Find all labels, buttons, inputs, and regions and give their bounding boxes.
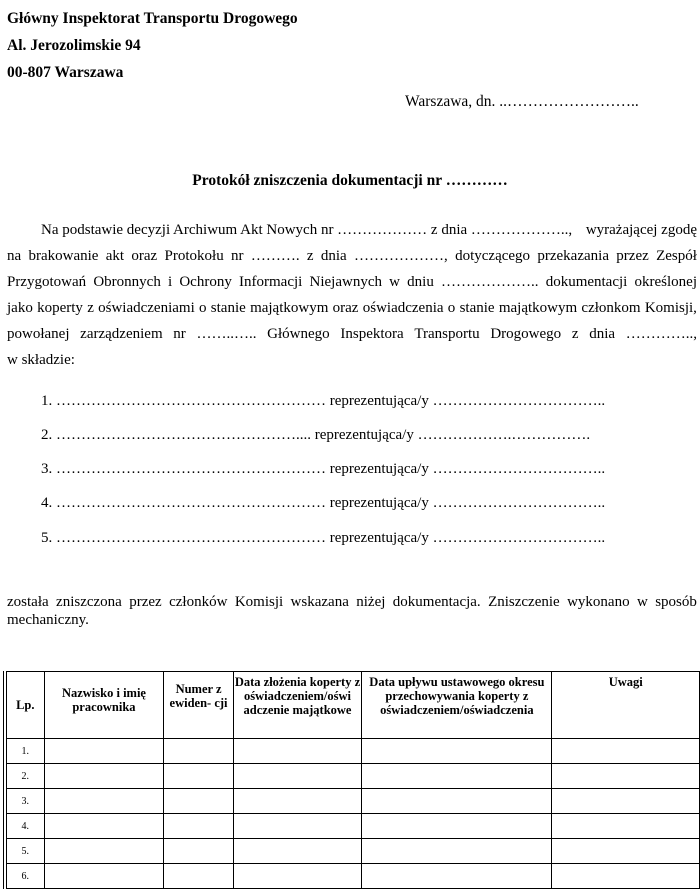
table-left-edge <box>3 671 4 889</box>
table-cell <box>552 814 700 839</box>
member-line-5: 5. ……………………………………………… reprezentująca/y …………………………….. <box>41 530 606 546</box>
word: Drogowego <box>490 326 562 342</box>
table-cell <box>233 739 362 764</box>
word: o <box>447 300 456 316</box>
table-cell <box>552 739 700 764</box>
word: przez <box>129 594 162 610</box>
word: z <box>87 300 94 316</box>
word: Transportu <box>414 326 480 342</box>
body-line-6: w składzie: <box>7 352 75 368</box>
table-cell <box>362 739 552 764</box>
table-cell <box>233 764 362 789</box>
row-number: 4. <box>7 814 45 839</box>
word: członków <box>169 594 228 610</box>
table-row <box>7 789 700 814</box>
table-cell <box>44 839 164 864</box>
word: stanie <box>459 300 495 316</box>
member-line-1: 1. ……………………………………………… reprezentująca/y …………………………….. <box>41 393 606 409</box>
word: koperty <box>37 300 83 316</box>
header-lp: Lp. <box>7 672 45 739</box>
word: została <box>7 594 49 610</box>
table-cell <box>552 839 700 864</box>
table-cell <box>44 864 164 889</box>
table-cell <box>362 814 552 839</box>
word: członkom <box>581 300 641 316</box>
word: w <box>636 594 648 610</box>
destruction-line-1 <box>7 594 697 611</box>
word: ………. <box>250 248 300 264</box>
word: przez <box>616 248 649 264</box>
table-cell <box>233 789 362 814</box>
institution-street: Al. Jerozolimskie 94 <box>7 37 141 54</box>
word: oświadczenia <box>362 300 444 316</box>
word: Informacji <box>239 274 303 290</box>
table-cell <box>164 764 233 789</box>
word: oświadczeniami <box>98 300 195 316</box>
word: Przygotowań <box>7 274 87 290</box>
word: dnia <box>320 248 347 264</box>
table-cell <box>233 839 362 864</box>
institution-name: Główny Inspektorat Transportu Drogowego <box>7 10 298 27</box>
table-cell <box>233 864 362 889</box>
word: dokumentacji <box>545 274 628 290</box>
word: przekazania <box>537 248 609 264</box>
word: stanie <box>210 300 246 316</box>
table-cell <box>44 739 164 764</box>
table-cell <box>552 764 700 789</box>
member-line-2: 2. ………………………………………….... reprezentująca/y ……………….……………. <box>41 427 591 443</box>
table-cell <box>362 764 552 789</box>
word: wskazana <box>290 594 349 610</box>
table-cell <box>44 814 164 839</box>
row-number: 3. <box>7 789 45 814</box>
word: ………….., <box>625 326 697 342</box>
destruction-line-2: mechaniczny. <box>7 612 89 628</box>
word: określonej <box>634 274 697 290</box>
table-cell <box>164 789 233 814</box>
word: akt <box>105 248 125 264</box>
documents-table <box>6 671 700 889</box>
word: Obronnych <box>93 274 161 290</box>
header-name: Nazwisko i imię pracownika <box>44 672 164 739</box>
word: o <box>199 300 207 316</box>
word: z <box>306 248 314 264</box>
word: wykonano <box>567 594 630 610</box>
word: zarządzeniem <box>80 326 163 342</box>
word: Niejawnych <box>309 274 382 290</box>
word: brakowanie <box>28 248 99 264</box>
word: Komisji, <box>644 300 697 316</box>
table-cell <box>164 839 233 864</box>
table-cell <box>362 864 552 889</box>
body-line-1-text: Na podstawie decyzji Archiwum Akt Nowych nr ……………… z dnia ……………….., <box>41 222 573 238</box>
body-line-1 <box>41 222 697 239</box>
header-notes: Uwagi <box>552 672 700 739</box>
word: nr <box>231 248 244 264</box>
word: w <box>389 274 400 290</box>
word: z <box>571 326 579 342</box>
table-cell <box>164 814 233 839</box>
body-line-1-end: wyrażającej zgodę <box>585 222 697 238</box>
word: ……..….. <box>196 326 257 342</box>
word: Protokołu <box>164 248 224 264</box>
word: dokumentacja. <box>392 594 481 610</box>
body-line-3 <box>7 274 697 291</box>
word: niżej <box>356 594 386 610</box>
table-cell <box>362 789 552 814</box>
word: Zniszczenie <box>488 594 560 610</box>
word: Ochrony <box>179 274 232 290</box>
institution-postcode-city: 00-807 Warszawa <box>7 64 124 81</box>
word: Głównego <box>267 326 330 342</box>
table-body <box>7 739 700 889</box>
word: nr <box>173 326 186 342</box>
row-number: 1. <box>7 739 45 764</box>
table-cell <box>164 739 233 764</box>
table-cell <box>44 764 164 789</box>
word: ………………, <box>354 248 448 264</box>
word: Inspektora <box>340 326 404 342</box>
row-number: 6. <box>7 864 45 889</box>
table-row <box>7 739 700 764</box>
word: Komisji <box>234 594 284 610</box>
member-line-3: 3. ……………………………………………… reprezentująca/y …………………………….. <box>41 461 606 477</box>
place-and-date: Warszawa, dn. ..…………………….. <box>405 93 639 110</box>
word: oraz <box>332 300 359 316</box>
header-number: Numer z ewiden- cji <box>164 672 233 739</box>
table-row <box>7 864 700 889</box>
body-line-2 <box>7 248 697 265</box>
word: dniu <box>407 274 434 290</box>
document-title: Protokół zniszczenia dokumentacji nr ………… <box>192 172 508 189</box>
table-cell <box>552 789 700 814</box>
table-cell <box>362 839 552 864</box>
word: Zespół <box>656 248 697 264</box>
word: jako <box>7 300 33 316</box>
word: i <box>168 274 173 290</box>
row-number: 5. <box>7 839 45 864</box>
member-line-4: 4. ……………………………………………… reprezentująca/y …………………………….. <box>41 495 606 511</box>
word: zniszczona <box>56 594 122 610</box>
table-row <box>7 839 700 864</box>
word: sposób <box>655 594 697 610</box>
table-cell <box>552 864 700 889</box>
body-line-4 <box>7 300 697 317</box>
word: na <box>7 248 22 264</box>
body-line-5 <box>7 326 697 343</box>
header-submit-date: Data złożenia koperty z oświadczeniem/oświ adczenie majątkowe <box>233 672 362 739</box>
header-expiry-date: Data upływu ustawowego okresu przechowywania koperty z oświadczeniem/oświadczenia <box>362 672 552 739</box>
row-number: 2. <box>7 764 45 789</box>
word: powołanej <box>7 326 70 342</box>
word: oraz <box>131 248 158 264</box>
table-cell <box>44 789 164 814</box>
word: dnia <box>589 326 616 342</box>
table-cell <box>233 814 362 839</box>
word: majątkowym <box>498 300 578 316</box>
table-row <box>7 814 700 839</box>
table-row <box>7 764 700 789</box>
word: ……………….. <box>441 274 539 290</box>
word: majątkowym <box>250 300 329 316</box>
table-cell <box>164 864 233 889</box>
word: dotyczącego <box>455 248 531 264</box>
